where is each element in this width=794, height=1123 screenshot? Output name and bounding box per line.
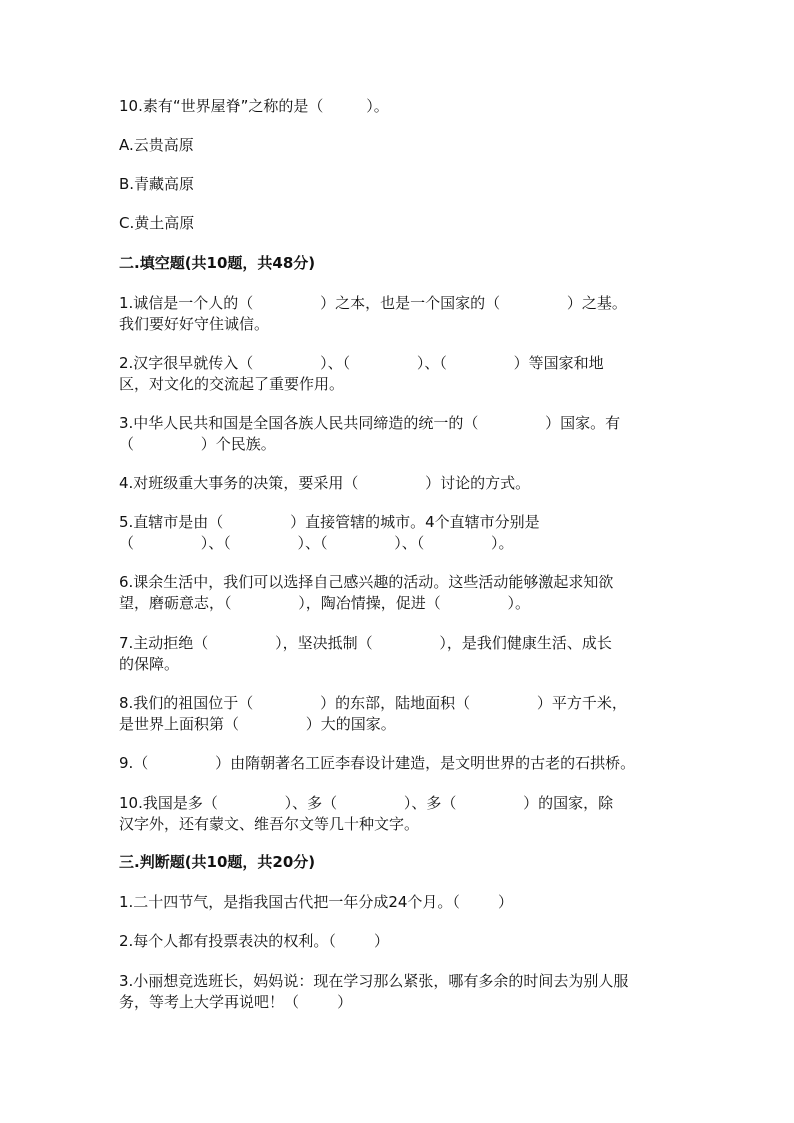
judge-question-3 <box>119 971 679 1013</box>
fill-question-3 <box>119 413 679 455</box>
line: 区，对文化的交流起了重要作用。 <box>119 375 345 393</box>
fill-question-10 <box>119 793 679 835</box>
line: 5.直辖市是由（ ）直接管辖的城市。4个直辖市分别是 <box>119 513 540 531</box>
question-10-stem: 10.素有“世界屋脊”之称的是（ ）。 <box>119 97 389 115</box>
fill-question-9: 9.（ ）由隋朝著名工匠李春设计建造，是文明世界的古老的石拱桥。 <box>119 754 636 772</box>
fill-question-1 <box>119 293 679 335</box>
line: 6.课余生活中，我们可以选择自己感兴趣的活动。这些活动能够激起求知欲 <box>119 573 614 591</box>
fill-question-2 <box>119 353 679 395</box>
fill-question-6 <box>119 572 679 614</box>
line: 是世界上面积第（ ）大的国家。 <box>119 715 396 733</box>
fill-question-5 <box>119 512 679 554</box>
judge-question-1: 1.二十四节气，是指我国古代把一年分成24个月。（ ） <box>119 893 514 911</box>
fill-question-7 <box>119 633 679 675</box>
line: （ ）、（ ）、（ ）、（ ）。 <box>119 534 514 552</box>
line: 7.主动拒绝（ ），坚决抵制（ ），是我们健康生活、成长 <box>119 634 612 652</box>
option-b: B.青藏高原 <box>119 175 195 193</box>
option-a: A.云贵高原 <box>119 136 194 154</box>
line: 3.小丽想竞选班长，妈妈说：现在学习那么紧张，哪有多余的时间去为别人服 <box>119 972 629 990</box>
judge-question-2: 2.每个人都有投票表决的权利。（ ） <box>119 932 389 950</box>
line: 8.我们的祖国位于（ ）的东部，陆地面积（ ）平方千米， <box>119 694 627 712</box>
fill-question-4: 4.对班级重大事务的决策，要采用（ ）讨论的方式。 <box>119 474 531 492</box>
option-c: C.黄土高原 <box>119 214 195 232</box>
line: 望，磨砺意志，（ ），陶冶情操，促进（ ）。 <box>119 594 531 612</box>
line: 汉字外，还有蒙文、维吾尔文等几十种文字。 <box>119 815 420 833</box>
section-2-heading: 二.填空题(共10题，共48分) <box>119 254 316 272</box>
line: 务，等考上大学再说吧！（ ） <box>119 993 353 1011</box>
fill-question-8 <box>119 693 679 735</box>
line: 1.诚信是一个人的（ ）之本，也是一个国家的（ ）之基。 <box>119 294 627 312</box>
section-3-heading: 三.判断题(共10题，共20分) <box>119 853 316 871</box>
line: 3.中华人民共和国是全国各族人民共同缔造的统一的（ ）国家。有 <box>119 414 621 432</box>
line: 的保障。 <box>119 655 180 673</box>
line: 2.汉字很早就传入（ ）、（ ）、（ ）等国家和地 <box>119 354 604 372</box>
line: 10.我国是多（ ）、多（ ）、多（ ）的国家，除 <box>119 794 614 812</box>
line: 我们要好好守住诚信。 <box>119 315 270 333</box>
line: （ ）个民族。 <box>119 435 276 453</box>
